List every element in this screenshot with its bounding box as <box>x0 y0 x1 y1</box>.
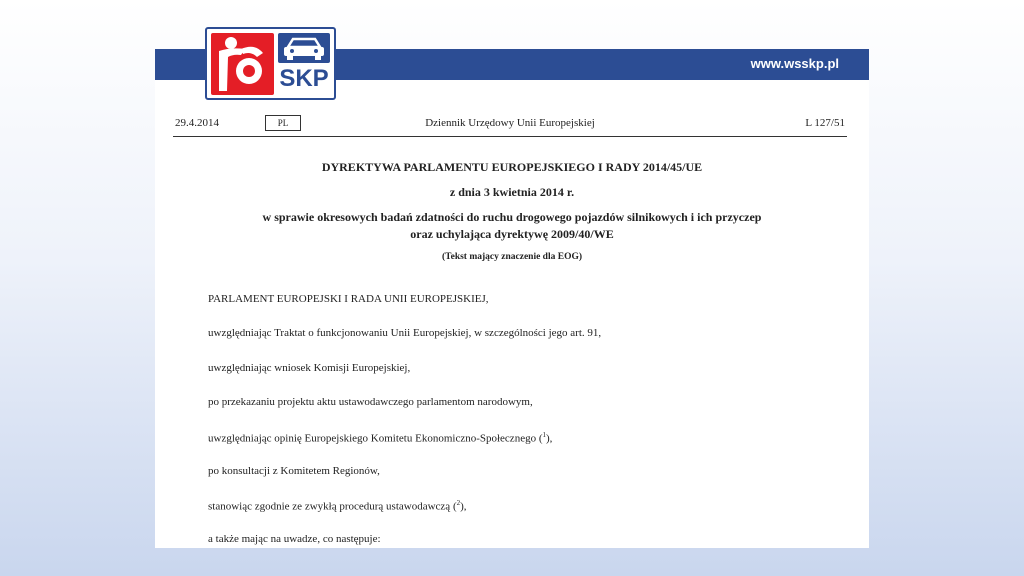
slide <box>155 49 869 548</box>
directive-title: DYREKTYWA PARLAMENTU EUROPEJSKIEGO I RADY 2014/45/UE <box>321 160 703 174</box>
publication-date: 29.4.2014 <box>175 117 219 129</box>
esc-opinion-end: ), <box>546 432 553 445</box>
figure-with-ball-icon <box>211 33 274 95</box>
footnote-ref-1[interactable]: 1 <box>542 431 546 439</box>
eea-note: (Tekst mający znaczenie dla EOG) <box>441 252 583 262</box>
procedure-text: stanowiąc zgodnie ze zwykłą procedurą ustawodawczą ( <box>208 500 457 513</box>
paragraph-proposal: uwzględniając wniosek Komisji Europejskiej, <box>208 362 411 374</box>
footnote-ref-2[interactable]: 2 <box>456 499 461 507</box>
page-reference: L 127/51 <box>805 117 845 129</box>
directive-date: z dnia 3 kwietnia 2014 r. <box>449 185 575 199</box>
journal-name: Dziennik Urzędowy Unii Europejskiej <box>425 117 595 129</box>
logo-figure-mark <box>211 33 274 95</box>
car-icon-box <box>278 33 330 63</box>
paragraph-whereas: a także mając na uwadze, co następuje: <box>208 533 381 545</box>
paragraph-regions: po konsultacji z Komitetem Regionów, <box>208 465 380 477</box>
logo-text: SKP <box>279 65 329 92</box>
language-badge: PL <box>265 115 301 131</box>
procedure-end: ), <box>460 500 467 513</box>
paragraph-procedure <box>208 499 467 513</box>
paragraph-national-parliaments: po przekazaniu projektu aktu ustawodawczego parlamentom narodowym, <box>208 396 533 408</box>
car-icon <box>278 33 330 63</box>
subject-line-1: w sprawie okresowych badań zdatności do ruchu drogowego pojazdów silnikowych i ich przyczep <box>262 210 762 224</box>
esc-opinion-text: uwzględniając opinię Europejskiego Komitetu Ekonomiczno-Społecznego ( <box>208 432 543 445</box>
site-url[interactable]: www.wsskp.pl <box>750 56 839 71</box>
directive-subject <box>155 209 869 243</box>
subject-line-2: oraz uchylająca dyrektywę 2009/40/WE <box>410 227 614 241</box>
paragraph-treaty: uwzględniając Traktat o funkcjonowaniu Unii Europejskiej, w szczególności jego art. 91, <box>208 327 602 339</box>
skp-logo[interactable] <box>205 27 336 100</box>
journal-header <box>173 116 847 137</box>
logo-car-mark <box>276 33 332 95</box>
paragraph-esc-opinion <box>208 431 552 445</box>
paragraph-parties: PARLAMENT EUROPEJSKI I RADA UNII EUROPEJSKIEJ, <box>208 293 489 305</box>
